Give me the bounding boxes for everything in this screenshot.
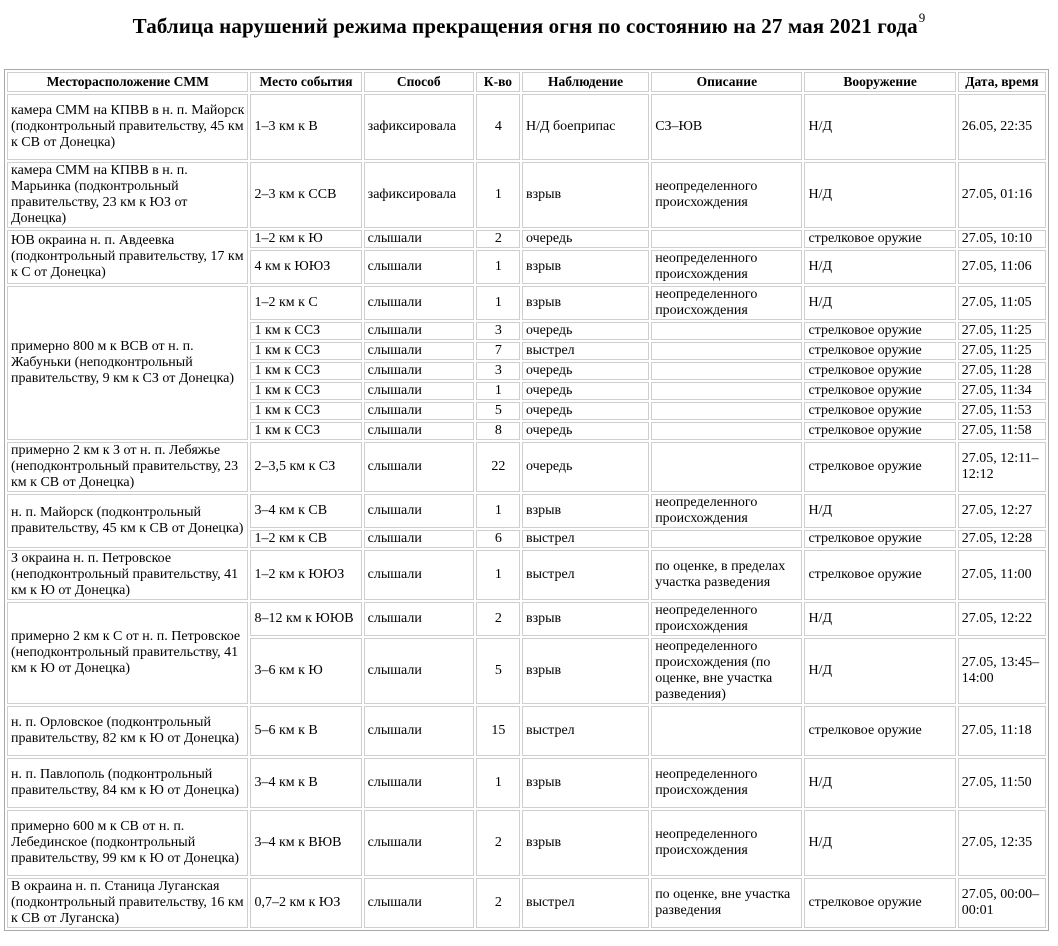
observation-cell: очередь [522,230,649,248]
datetime-cell: 27.05, 11:28 [958,362,1046,380]
datetime-cell: 27.05, 11:50 [958,758,1046,808]
event-place-cell: 3–4 км к СВ [250,494,361,528]
event-place-cell: 2–3,5 км к СЗ [250,442,361,492]
event-place-cell: 1–2 км к СВ [250,530,361,548]
description-cell [651,402,802,420]
observation-cell: взрыв [522,602,649,636]
event-place-cell: 2–3 км к ССВ [250,162,361,228]
datetime-cell: 27.05, 12:11–12:12 [958,442,1046,492]
weapons-cell: стрелковое оружие [804,550,955,600]
location-cell: камера СММ на КПВВ в н. п. Марьинка (подконтрольный правительству, 23 км к ЮЗ от Донецка) [7,162,248,228]
description-cell [651,422,802,440]
event-place-cell: 3–4 км к В [250,758,361,808]
datetime-cell: 27.05, 12:27 [958,494,1046,528]
observation-cell: взрыв [522,250,649,284]
datetime-cell: 26.05, 22:35 [958,94,1046,160]
event-place-cell: 3–6 км к Ю [250,638,361,704]
table-row [7,550,1046,600]
location-cell: камера СММ на КПВВ в н. п. Майорск (подконтрольный правительству, 45 км к СВ от Донецка) [7,94,248,160]
datetime-cell: 27.05, 11:18 [958,706,1046,756]
weapons-cell: стрелковое оружие [804,342,955,360]
method-cell: слышали [364,758,474,808]
weapons-cell: стрелковое оружие [804,442,955,492]
description-cell: неопределенного происхождения [651,494,802,528]
method-cell: слышали [364,230,474,248]
description-cell: неопределенного происхождения (по оценке, вне участка разведения) [651,638,802,704]
count-cell: 1 [476,550,520,600]
event-place-cell: 3–4 км к ВЮВ [250,810,361,876]
weapons-cell: Н/Д [804,638,955,704]
method-cell: слышали [364,442,474,492]
method-cell: слышали [364,878,474,928]
location-cell: З окраина н. п. Петровское (неподконтрольный правительству, 41 км к Ю от Донецка) [7,550,248,600]
method-cell: слышали [364,362,474,380]
count-cell: 5 [476,402,520,420]
event-place-cell: 4 км к ЮЮЗ [250,250,361,284]
header-event-place: Место события [250,72,361,92]
footnote-marker: 9 [918,10,926,25]
description-cell: по оценке, в пределах участка разведения [651,550,802,600]
table-row [7,286,1046,320]
observation-cell: Н/Д боеприпас [522,94,649,160]
observation-cell: выстрел [522,706,649,756]
description-cell [651,230,802,248]
method-cell: слышали [364,494,474,528]
description-cell: неопределенного происхождения [651,810,802,876]
count-cell: 4 [476,94,520,160]
datetime-cell: 27.05, 11:58 [958,422,1046,440]
observation-cell: взрыв [522,638,649,704]
description-cell: неопределенного происхождения [651,602,802,636]
location-cell: н. п. Орловское (подконтрольный правительству, 82 км к Ю от Донецка) [7,706,248,756]
header-description: Описание [651,72,802,92]
count-cell: 5 [476,638,520,704]
method-cell: слышали [364,342,474,360]
count-cell: 1 [476,382,520,400]
description-cell: неопределенного происхождения [651,286,802,320]
observation-cell: выстрел [522,878,649,928]
table-row [7,442,1046,492]
datetime-cell: 27.05, 10:10 [958,230,1046,248]
header-count: К-во [476,72,520,92]
weapons-cell: Н/Д [804,286,955,320]
event-place-cell: 1 км к ССЗ [250,342,361,360]
count-cell: 22 [476,442,520,492]
location-cell: примерно 2 км к С от н. п. Петровское (неподконтрольный правительству, 41 км к Ю от Донецка) [7,602,248,704]
datetime-cell: 27.05, 11:25 [958,322,1046,340]
observation-cell: выстрел [522,342,649,360]
observation-cell: взрыв [522,810,649,876]
method-cell: слышали [364,250,474,284]
table-row [7,758,1046,808]
header-datetime: Дата, время [958,72,1046,92]
method-cell: зафиксировала [364,94,474,160]
observation-cell: взрыв [522,162,649,228]
count-cell: 3 [476,322,520,340]
table-row [7,878,1046,928]
event-place-cell: 1–2 км к Ю [250,230,361,248]
count-cell: 8 [476,422,520,440]
method-cell: слышали [364,550,474,600]
count-cell: 2 [476,810,520,876]
observation-cell: очередь [522,442,649,492]
observation-cell: очередь [522,322,649,340]
event-place-cell: 1 км к ССЗ [250,402,361,420]
header-weapons: Вооружение [804,72,955,92]
event-place-cell: 1 км к ССЗ [250,382,361,400]
event-place-cell: 0,7–2 км к ЮЗ [250,878,361,928]
method-cell: зафиксировала [364,162,474,228]
header-row [7,72,1046,92]
count-cell: 2 [476,602,520,636]
event-place-cell: 1–2 км к ЮЮЗ [250,550,361,600]
description-cell [651,442,802,492]
weapons-cell: Н/Д [804,494,955,528]
observation-cell: выстрел [522,550,649,600]
count-cell: 1 [476,162,520,228]
count-cell: 1 [476,758,520,808]
location-cell: н. п. Павлополь (подконтрольный правительству, 84 км к Ю от Донецка) [7,758,248,808]
method-cell: слышали [364,810,474,876]
description-cell: СЗ–ЮВ [651,94,802,160]
weapons-cell: Н/Д [804,94,955,160]
weapons-cell: Н/Д [804,162,955,228]
description-cell [651,706,802,756]
observation-cell: очередь [522,382,649,400]
datetime-cell: 27.05, 00:00–00:01 [958,878,1046,928]
event-place-cell: 1 км к ССЗ [250,362,361,380]
event-place-cell: 5–6 км к В [250,706,361,756]
description-cell [651,362,802,380]
observation-cell: очередь [522,422,649,440]
weapons-cell: стрелковое оружие [804,230,955,248]
count-cell: 2 [476,230,520,248]
observation-cell: взрыв [522,494,649,528]
datetime-cell: 27.05, 11:25 [958,342,1046,360]
description-cell: по оценке, вне участка разведения [651,878,802,928]
method-cell: слышали [364,530,474,548]
count-cell: 1 [476,494,520,528]
location-cell: примерно 800 м к ВСВ от н. п. Жабуньки (неподконтрольный правительству, 9 км к СЗ от Донецка) [7,286,248,440]
location-cell: ЮВ окраина н. п. Авдеевка (подконтрольный правительству, 17 км к С от Донецка) [7,230,248,284]
datetime-cell: 27.05, 11:05 [958,286,1046,320]
count-cell: 1 [476,286,520,320]
weapons-cell: стрелковое оружие [804,422,955,440]
description-cell [651,322,802,340]
count-cell: 1 [476,250,520,284]
count-cell: 2 [476,878,520,928]
datetime-cell: 27.05, 12:28 [958,530,1046,548]
event-place-cell: 1–3 км к В [250,94,361,160]
datetime-cell: 27.05, 11:34 [958,382,1046,400]
location-cell: В окраина н. п. Станица Луганская (подконтрольный правительству, 16 км к СВ от Луганска) [7,878,248,928]
weapons-cell: стрелковое оружие [804,322,955,340]
datetime-cell: 27.05, 01:16 [958,162,1046,228]
event-place-cell: 1–2 км к С [250,286,361,320]
weapons-cell: Н/Д [804,602,955,636]
description-cell [651,382,802,400]
location-cell: н. п. Майорск (подконтрольный правительству, 45 км к СВ от Донецка) [7,494,248,548]
observation-cell: выстрел [522,530,649,548]
description-cell [651,530,802,548]
description-cell: неопределенного происхождения [651,758,802,808]
weapons-cell: стрелковое оружие [804,878,955,928]
method-cell: слышали [364,422,474,440]
weapons-cell: стрелковое оружие [804,706,955,756]
weapons-cell: стрелковое оружие [804,362,955,380]
title-text: Таблица нарушений режима прекращения огня по состоянию на 27 мая 2021 года [132,14,918,38]
location-cell: примерно 600 м к СВ от н. п. Лебединское (подконтрольный правительству, 99 км к Ю от Донецка) [7,810,248,876]
description-cell: неопределенного происхождения [651,250,802,284]
event-place-cell: 1 км к ССЗ [250,322,361,340]
observation-cell: очередь [522,362,649,380]
event-place-cell: 1 км к ССЗ [250,422,361,440]
datetime-cell: 27.05, 11:53 [958,402,1046,420]
table-row [7,602,1046,636]
datetime-cell: 27.05, 12:22 [958,602,1046,636]
method-cell: слышали [364,382,474,400]
header-method: Способ [364,72,474,92]
count-cell: 7 [476,342,520,360]
method-cell: слышали [364,602,474,636]
datetime-cell: 27.05, 12:35 [958,810,1046,876]
header-location: Месторасположение СММ [7,72,248,92]
method-cell: слышали [364,706,474,756]
count-cell: 15 [476,706,520,756]
datetime-cell: 27.05, 11:06 [958,250,1046,284]
datetime-cell: 27.05, 11:00 [958,550,1046,600]
method-cell: слышали [364,402,474,420]
ceasefire-violations-table [4,69,1049,931]
observation-cell: взрыв [522,286,649,320]
description-cell: неопределенного происхождения [651,162,802,228]
weapons-cell: Н/Д [804,810,955,876]
datetime-cell: 27.05, 13:45–14:00 [958,638,1046,704]
page-title [0,10,1058,39]
table-row [7,94,1046,160]
observation-cell: очередь [522,402,649,420]
weapons-cell: стрелковое оружие [804,530,955,548]
header-observation: Наблюдение [522,72,649,92]
table-row [7,230,1046,248]
method-cell: слышали [364,286,474,320]
method-cell: слышали [364,638,474,704]
table-row [7,162,1046,228]
method-cell: слышали [364,322,474,340]
table-row [7,494,1046,528]
observation-cell: взрыв [522,758,649,808]
table-row [7,810,1046,876]
description-cell [651,342,802,360]
weapons-cell: Н/Д [804,250,955,284]
count-cell: 3 [476,362,520,380]
location-cell: примерно 2 км к З от н. п. Лебяжье (неподконтрольный правительству, 23 км к СВ от Донецка) [7,442,248,492]
table-row [7,706,1046,756]
weapons-cell: стрелковое оружие [804,402,955,420]
event-place-cell: 8–12 км к ЮЮВ [250,602,361,636]
weapons-cell: Н/Д [804,758,955,808]
weapons-cell: стрелковое оружие [804,382,955,400]
count-cell: 6 [476,530,520,548]
